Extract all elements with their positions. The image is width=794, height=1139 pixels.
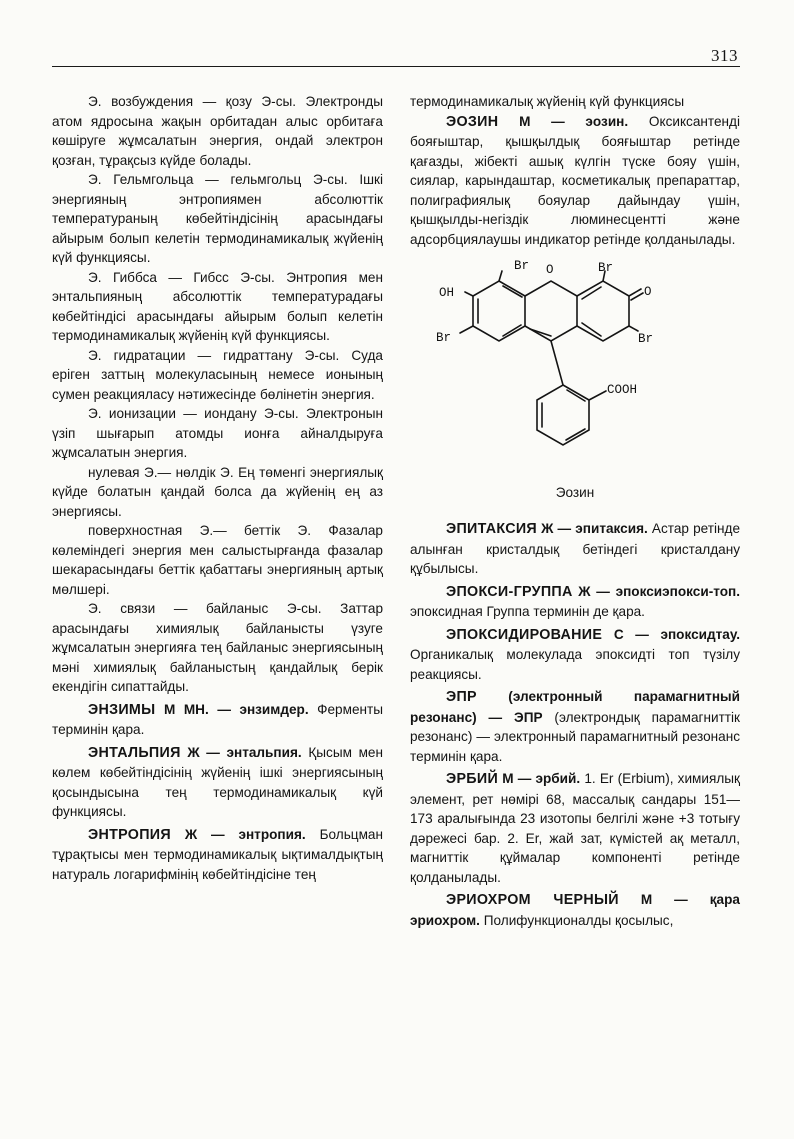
entry-translation: — эпитаксия.: [557, 521, 648, 536]
br-label: Br: [598, 261, 614, 275]
subentry-gibbs: [52, 268, 383, 346]
entry-translation: — эозин.: [551, 113, 629, 129]
cooh-label: COOH: [607, 383, 638, 397]
oh-label: OH: [439, 286, 455, 300]
subentry-hydration: [52, 346, 383, 405]
bridge-oxygen-label: O: [546, 263, 554, 277]
subentry-lead: Э.: [88, 269, 102, 285]
br-bond: [629, 326, 638, 331]
entry-text: 1. Er (Erbium), химиялық элемент, рет нөмірі 68, массалық сандары 151—173 аралығында 23 изотопы белгілі және +3 тотығу дәрежесі бар. 2. Er, жай зат, күмістей ақ металл, магниттік құймалар компоненті ретінде қолданылады.: [410, 771, 741, 885]
entry-text: Астар ретінде алынған кристалдық бетіндегі кристалдану құбылысы.: [410, 521, 741, 576]
entry-enzymes: [52, 700, 383, 740]
subentry-helmholtz: [52, 170, 383, 268]
br-label: Br: [514, 259, 530, 273]
br-bond: [460, 326, 473, 333]
subentry-text: нулевая Э.— нөлдік Э. Ең төменгі энергиялық күйде болатын қандай болса да жүйенің ең аз энергиясы.: [52, 464, 383, 519]
entry-gram: М: [519, 113, 531, 129]
entry-text: Полифункционалды қосылыс,: [483, 912, 674, 928]
subentry-bond: [52, 599, 383, 697]
left-column: [52, 92, 383, 884]
phenyl-ring-bond: [537, 385, 589, 445]
entry-text: эпоксидная Группа терминін де қара.: [410, 604, 645, 619]
subentry-text: гидратации — гидраттану Э-сы. Суда еріген заттың молекуласының немесе ионының сумен реакцияласу нәтижесінде бөлінетін энергия.: [52, 347, 383, 402]
keto-oxygen-label: O: [644, 285, 652, 299]
entry-epr: [410, 687, 740, 766]
right-column: [410, 92, 740, 930]
entry-text: Оксиксантенді бояғыштар, қышқылдық бояғыштар ретінде қағазды, жібекті ашық күлгін түске бояу үшін, сиялар, карындаштар, косметикалық препараттар, полиграфиялық бояулар дайындау үшін, қышқылды-негіздік люминесцентті және адсорбциялаушы индикатор ретінде қолданылады.: [410, 113, 741, 247]
subentry-excitation: [52, 92, 383, 170]
entry-text: Ферменты терминін қара.: [52, 701, 384, 737]
entry-term: ЭНЗИМЫ: [88, 701, 156, 718]
entry-translation: (электронный парамагнитный резонанс) — ЭПР: [410, 689, 740, 725]
br-bond: [499, 271, 502, 281]
entry-gram: Ж: [184, 826, 198, 842]
oh-bond: [465, 292, 473, 296]
phenyl-ring-inner-bond: [542, 390, 585, 440]
entry-text: Больцман тұрақтысы мен термодинамикалық ықтималдықтың натураль логарифмінің көбейтіндісіне тең: [52, 826, 383, 882]
entry-term: ЭОЗИН: [446, 113, 499, 130]
entry-gram: Ж: [541, 521, 554, 536]
entry-term: ЭПР: [446, 689, 477, 705]
subentry-ionization: [52, 404, 383, 463]
entry-term: ЭПОКСИ-ГРУППА: [446, 583, 573, 600]
entry-translation: — эпоксиэпокси-топ.: [596, 583, 741, 599]
subentry-lead: Э.: [88, 601, 102, 616]
entry-translation: — эрбий.: [517, 771, 581, 786]
br-label: Br: [436, 331, 452, 345]
entry-gram: М: [502, 771, 514, 786]
eosin-structure-figure: [410, 253, 740, 511]
entry-gram: М МН.: [163, 701, 209, 717]
entry-translation: — энтропия.: [210, 826, 306, 842]
entry-term: ЭРБИЙ: [446, 771, 499, 787]
header-rule: [52, 66, 740, 67]
entry-epoxy-group: [410, 582, 740, 622]
entry-translation: — энзимдер.: [217, 701, 309, 717]
eosin-structure-diagram: [410, 253, 740, 483]
entry-enthalpy: [52, 743, 383, 822]
subentry-zero: [52, 463, 383, 522]
left-ring-bond: [473, 281, 525, 341]
entry-continuation: термодинамикалық жүйенің күй функциясы: [410, 94, 685, 109]
entry-gram: М: [640, 892, 653, 907]
subentry-text: Гиббса — Гибсс Э-сы. Энтропия мен энтальпияның абсолюттік температурадағы көбейтіндісі арасындағы айырым болып келетін термодинамикалық жүйенің күй функциясы.: [52, 269, 384, 343]
central-ring-bond: [525, 281, 577, 341]
entry-term: ЭНТРОПИЯ: [88, 826, 171, 843]
subentry-text: Гельмгольца — гельмгольц Э-сы. Ішкі энергияның энтропиямен абсолюттік температураның көбейтіндісінің арасындағы айырым болып келетін термодинамикалық жүйенің күй функциясы.: [52, 172, 383, 265]
entry-eosin: [410, 112, 740, 250]
keto-double-bond: [629, 289, 643, 300]
entry-term: ЭПИТАКСИЯ: [446, 521, 537, 537]
entry-text: Қысым мен көлем көбейтіндісінің жүйенің ішкі энергиясының қосындысына тең термодинамикалық күй функциясы.: [52, 744, 383, 819]
entry-eriochrome-black: [410, 890, 740, 930]
subentry-surface: [52, 521, 383, 599]
subentry-text: связи — байланыс Э-сы. Заттар арасындағы химиялық байланысты үзуге жұмсалатын энергияға тең байланыс энергиясының мәні химиялық байланыстың қандайлық берік екендігін сипаттайды.: [52, 601, 384, 694]
entry-translation: — қара эриохром.: [410, 892, 740, 928]
page-number: 313: [711, 46, 738, 65]
left-ring-inner-bond: [478, 286, 522, 336]
entry-translation: — эпоксидтау.: [635, 626, 741, 642]
subentry-text: поверхностная Э.— беттік Э. Фазалар көлеміндегі энергия мен салыстырғанда фазалар шекарасындағы беттік қабаттағы энергияның артық мөлшері.: [52, 523, 383, 597]
entry-gram: Ж: [187, 744, 200, 760]
right-ring-bond: [577, 281, 629, 341]
entry-erbium: [410, 769, 740, 887]
entry-entropy: [52, 825, 383, 885]
structure-caption: Эозин: [555, 485, 595, 500]
entry-gram: С: [613, 626, 624, 642]
cooh-bond: [589, 391, 606, 400]
entry-text: (электрондық парамагниттік резонанс) — электронный парамагнитный резонанс терминін қара.: [410, 709, 740, 764]
entry-translation: — энтальпия.: [206, 744, 302, 760]
entry-epoxidation: [410, 625, 740, 685]
subentry-lead: Э.: [88, 406, 102, 421]
subentry-text: ионизации — иондану Э-сы. Электронын үзіп шығарып атомды ионға айналдыруға жұмсалатын энергия.: [52, 406, 383, 460]
entry-term: ЭПОКСИДИРОВАНИЕ: [446, 626, 603, 643]
entry-term: ЭНТАЛЬПИЯ: [88, 744, 181, 761]
entry-text: Органикалық молекулада эпоксидті топ түзілу реакциясы.: [410, 647, 740, 682]
phenyl-link-bond: [551, 341, 563, 385]
subentry-lead: Э.: [88, 347, 102, 363]
entry-epitaxy: [410, 519, 740, 579]
subentry-lead: Э.: [88, 94, 102, 109]
subentry-lead: Э.: [88, 172, 102, 187]
entry-term: ЭРИОХРОМ ЧЕРНЫЙ: [446, 892, 619, 908]
entry-gram: Ж: [578, 583, 591, 599]
right-ring-inner-bond: [582, 287, 601, 336]
subentry-text: возбуждения — қозу Э-сы. Электронды атом ядросына жақын орбитадан алыс орбитаға көшіруге жұмсалатын энергия, ондай электрон қозған, тұрақсыз күйде болады.: [52, 94, 383, 168]
br-label: Br: [638, 332, 654, 346]
